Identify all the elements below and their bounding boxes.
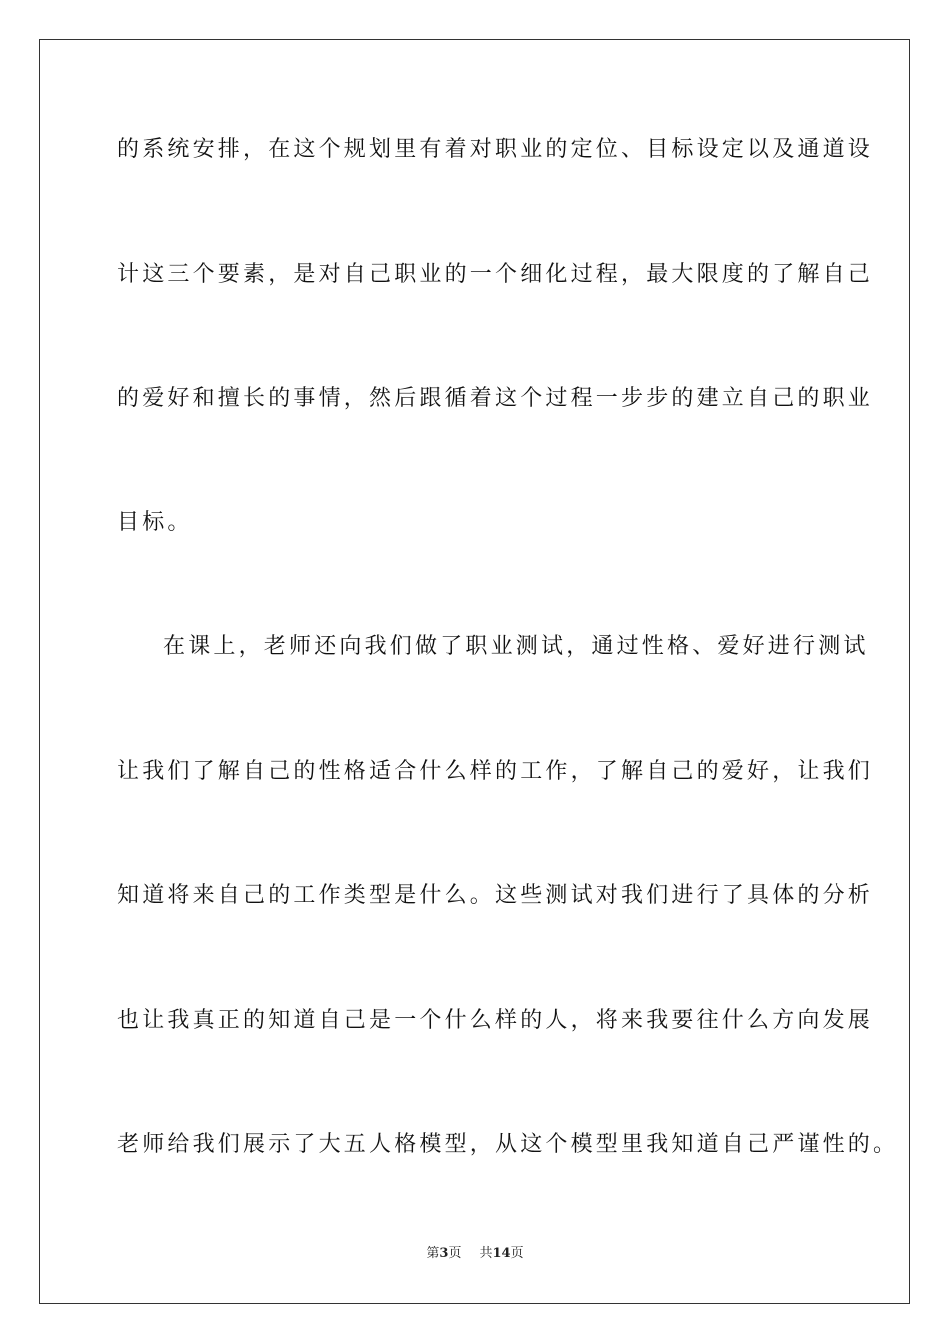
body-line-9: 老师给我们展示了大五人格模型，从这个模型里我知道自己严谨性的。	[117, 1132, 899, 1157]
page-footer	[0, 1245, 950, 1263]
footer-total-prefix: 共	[479, 1246, 493, 1261]
body-line-2: 计这三个要素，是对自己职业的一个细化过程，最大限度的了解自己	[117, 262, 874, 287]
footer-page-suffix: 页	[448, 1246, 462, 1261]
footer-total-suffix: 页	[510, 1246, 524, 1261]
body-line-7: 知道将来自己的工作类型是什么。这些测试对我们进行了具体的分析	[117, 883, 874, 908]
body-line-4: 目标。	[117, 510, 193, 535]
body-line-1: 的系统安排，在这个规划里有着对职业的定位、目标设定以及通道设	[117, 137, 874, 162]
page-border	[39, 39, 910, 1304]
footer-page-prefix: 第	[426, 1246, 440, 1261]
body-line-5-paragraph-start: 在课上，老师还向我们做了职业测试，通过性格、爱好进行测试	[163, 634, 869, 659]
body-line-6: 让我们了解自己的性格适合什么样的工作，了解自己的爱好，让我们	[117, 759, 874, 784]
body-line-3: 的爱好和擅长的事情，然后跟循着这个过程一步步的建立自己的职业	[117, 386, 874, 411]
body-line-8: 也让我真正的知道自己是一个什么样的人，将来我要往什么方向发展	[117, 1008, 874, 1033]
footer-total-pages: 14	[492, 1246, 511, 1261]
footer-page-number: 3	[439, 1246, 449, 1261]
